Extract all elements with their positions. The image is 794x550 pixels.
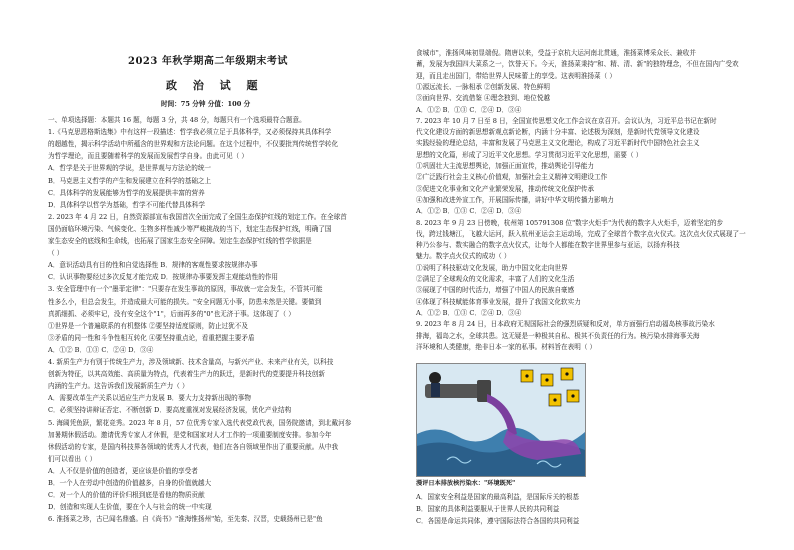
right-text-line: 洋环境和人类健康，绝非日本一家的私事。材料旨在表明（ ） (416, 342, 597, 351)
left-text-line: A．意识活动具有目的性和自觉选择性 B．规律的客观性要求按规律办事 (48, 261, 258, 270)
cartoon-drawing (417, 364, 585, 476)
answer-option: B．国家的具体利益要服从于世界人民的共同利益 (416, 505, 560, 513)
right-text-line: ③面向世界、交流借鉴 ④理念独到、地位悦越 (416, 94, 550, 103)
left-text-line: 6. 淮扬菜之珍，古已闻名鼎盛。自《尚书》"淮海惟扬州"始，至先秦、汉晋，史载扬州已是"鱼 (48, 515, 323, 524)
left-text-line: D．创造和实现人生价值，要在个人与社会的统一中实现 (48, 503, 212, 512)
right-text-line: 8. 2023 年 9 月 23 日傍晚，杭州第 105791308 位"数字火炬手"为代表的数字人火炬手，迈着坚定的步 (416, 218, 724, 227)
left-text-line: C．认识事物要经过多次反复才能完成 D．按规律办事要发挥主观能动性的作用 (48, 273, 279, 282)
left-text-line: 1.《马克思恩格斯选集》中有这样一段描述：哲学我必须立足于具体科学，又必须保持其具体科学 (48, 128, 332, 137)
right-text-line: 实践经验的理论总结，丰富和发展了马克思主义文化理论，构成了习近平新时代中国特色社会主义 (416, 139, 700, 148)
right-text-line: 7. 2023 年 10 月 7 日至 8 日，全国宣传思想文化工作会议在京召开。会议认为，习近平总书记在新时 (416, 116, 717, 125)
left-text-line: C．具体科学的发展能够为哲学的发展提供丰富的营养 (48, 188, 205, 197)
right-text-line: ①说明了科技驱动文化发展，助力中国文化走向世界 (416, 263, 568, 272)
cartoon-caption: 漫评日本排放核污染水："环境既死" (416, 480, 516, 487)
left-text-line: 真抓细抓、必须牢记，没有安全这个"1"，后面再多的"0"也无济于事。这体现了（ ） (48, 309, 295, 318)
left-text-line: 为哲学理论，而且要随着科学的发展而发展哲学自身。由此可见（ ） (48, 152, 248, 161)
left-text-line: ③矛盾的同一性和斗争性相互转化 ④要坚持重点论，看重把握主要矛盾 (48, 333, 255, 342)
right-text-line: 食城市"，淮扬风味初显端倪。隋唐以来，受益于京杭大运河南北贯通，淮扬菜博采众长、兼收并 (416, 49, 696, 57)
right-text-line: ①源远流长、一脉相承 ②创新发展、特色鲜明 (416, 82, 550, 91)
right-text-line: ③展现了中国的时代活力，增强了中国人的民族自豪感 (416, 286, 575, 295)
left-text-line: A．①② B．①③ C．②④ D．③④ (48, 345, 154, 354)
left-text-line: C．对一个人的价值的评价归根到底是看他的物质贡献 (48, 491, 205, 500)
left-text-line: B．一个人在劳动中创造的价值越多，自身的价值就越大 (48, 479, 212, 487)
answer-option: C．各国是命运共同体，遵守国际法符合各国的共同利益 (416, 517, 580, 525)
exam-meta: 时间：75 分钟 分值：100 分 (161, 100, 251, 108)
left-text-line: 的超越性，揭示科学活动中所蕴含的世界观和方法论问题。在这个过程中，不仅要批判传统哲学转化 (48, 140, 339, 149)
left-text-line: ①世界是一个普遍联系的有机整体 ②要坚持适度原则，防止过犹不及 (48, 321, 248, 330)
exam-subtitle: 政 治 试 题 (166, 79, 264, 92)
left-text-line: C．必须坚持讲辩证否定、不断创新 D．要高度重视对发展经济发展，优化产业结构 (48, 406, 292, 415)
left-text-line: B．马克思主义哲学的产生和发展建立在科学的基础之上 (48, 176, 212, 185)
right-text-line: 伐，跨过钱塘江，飞越大运河，跃入杭州亚运会主运动场，完成了全球首个数字点火仪式。这次点火仪式展现了一 (416, 229, 746, 238)
left-text-line: A．人不仅是价值的创造者，更应该是价值的享受者 (48, 466, 198, 475)
left-text-line: 休假活动的专家，是国内科技界各领域的优秀人才代表，他们在各自领域里作出了重要贡献。从中我 (48, 442, 339, 451)
left-text-line: 性多么小，但总会发生，并造成最大可能的损失。"安全问题无小事，防患未然是关键。要做到 (48, 297, 322, 306)
right-text-line: A．①② B．①③ C．②④ D．③④ (416, 308, 522, 317)
left-text-line: 们可以看出（ ） (48, 454, 97, 463)
right-text-line: ②广泛践行社会主义核心价值观，加强社会主义精神文明建设工作 (416, 173, 608, 182)
left-text-line: 加暑期休假活动。邀请优秀专家人才休假，是党和国家对人才工作的一项重要制度安排。参加今年 (48, 430, 332, 439)
left-text-line: （ ） (48, 249, 64, 258)
right-text-line: 蓄，发展为我国四大菜系之一，饮誉天下。今天，淮扬菜秉持"和、精、清、新"的独特理念，不但在国内广受欢 (416, 60, 739, 69)
left-text-line: D．具体科学以哲学为基础，哲学不可能代替具体科学 (48, 200, 205, 209)
left-text-line: 4. 新质生产力有别于传统生产力，涉及领域新、技术含量高，与新兴产业、未来产业有关，以科技 (48, 358, 334, 366)
exam-title: 2023 年秋学期高二年级期末考试 (128, 56, 288, 67)
right-text-line: A．①② B．①③ C．②④ D．③④ (416, 105, 522, 114)
left-text-line: A．需要改革生产关系以适应生产力发展 B．要大力支持新出现的事物 (48, 394, 251, 403)
left-text-line: 内涵的生产力。这告诉我们发展新质生产力（ ） (48, 382, 189, 391)
right-text-line: 迎，而且走出国门，带给世界人民味蕾上的享受。这表明淮扬菜（ ） (416, 71, 616, 80)
left-text-line: 5. 海阔凭鱼跃，繁花竞秀。2023 年 8 月，57 位优秀专家入选代表党政代表，国务院邀请，到北戴河参 (48, 418, 352, 427)
right-text-line: 9. 2023 年 8 月 24 日，日本政府无视国际社会的强烈质疑和反对，单方面强行启动福岛核事故污染水 (416, 320, 715, 329)
right-text-line: 思想的文化篇，形成了习近平文化思想。学习贯彻习近平文化思想，需要（ ） (416, 150, 643, 159)
right-text-line: 排海，福岛之水，全球共患。这无疑是一种极其自私、极其不负责任的行为。核污染水排海事关海 (416, 331, 700, 340)
right-text-line: 种乃公参与、数实融合的数字点火仪式，让每个人都能在数字世界里参与亚运，以扬弃科技 (416, 241, 680, 250)
right-text-line: 代文化建设方面的新思想新观点新论断，内涵十分丰富、论述极为深刻，是新时代党领导文化建设 (416, 128, 700, 137)
left-text-line: 创新为特征，以其高效能、高质量为特点，代表着生产力的跃迁，是新时代的党要提升科技创新 (48, 370, 325, 379)
right-text-line: ①巩固壮大主流思想舆论，加强正面宣传，推动舆论引导能力 (416, 162, 595, 170)
answer-option: A．国家安全利益是国家的最高利益，是国际斥关的根基 (416, 493, 580, 501)
right-text-line: ③促进文化事业和文化产业繁荣发展，推动传统文化保护传承 (416, 184, 595, 193)
left-text-line: 3. 安全管理中有一个"墨菲定律"："只要存在发生事故的原因，事故就一定会发生，不管其可能 (48, 285, 323, 294)
left-text-line: A．哲学是关于世界观的学说，是世界观与方法论的统一 (48, 164, 212, 173)
right-text-line: 魅力。数字点火仪式的成功（ ） (416, 252, 511, 261)
cartoon-image (416, 363, 586, 477)
left-text-line: 家生态安全的底线和生命线，也拓展了国家生态安全屏障。划定生态保护红线的哲学依据是 (48, 237, 312, 245)
right-text-line: A．①② B．①③ C．②④ D．③④ (416, 207, 522, 216)
left-text-line: 2. 2023 年 4 月 22 日，自然资源部宣布我国首次全面完成了全国生态保护红线的划定工作。在全球首 (48, 212, 347, 221)
right-text-line: ④加强和改进外宣工作，开展国际传播，讲好中华文明传播力影响力 (416, 195, 614, 204)
right-text-line: ②满足了全球观众的文化需求，丰富了人们的文化生活 (416, 275, 575, 283)
right-text-line: ④体现了科技赋能体育事业发展，提升了我国文化软实力 (416, 297, 581, 306)
left-text-line: 一、单项选择题：本题共 16 题，每题 3 分，共 48 分，每题只有一个选项最符合题意。 (48, 116, 306, 124)
left-text-line: 国仍面临环境污染、气候变化、生物多样性减少等严峻挑战的当下，划定生态保护红线，明确了国 (48, 224, 332, 233)
